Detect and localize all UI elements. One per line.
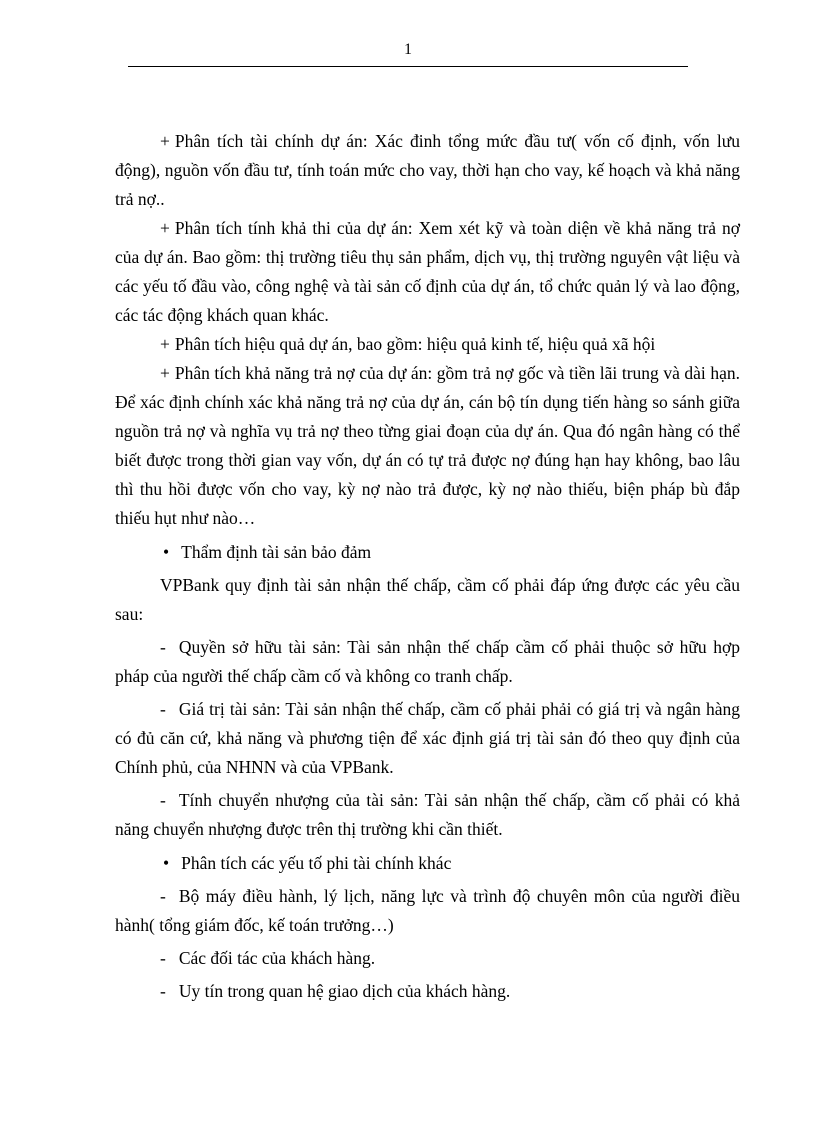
paragraph-text: Phân tích tài chính dự án: Xác đinh tổng mức đầu tư( vốn cố định, vốn lưu động), nguồn vốn đầu tư, tính toán mức cho vay, thời hạn cho vay, kế hoạch và khả năng trả nợ.. xyxy=(115,131,740,209)
paragraph xyxy=(115,127,740,214)
paragraph-text: Phân tích hiệu quả dự án, bao gồm: hiệu quả kinh tế, hiệu quả xã hội xyxy=(174,334,656,354)
dash-item xyxy=(115,977,740,1006)
paragraph-text: Các đối tác của khách hàng. xyxy=(178,948,376,968)
paragraph xyxy=(115,330,740,359)
dash-marker: - xyxy=(160,637,166,657)
paragraph-text: VPBank quy định tài sản nhận thế chấp, cầm cố phải đáp ứng được các yêu cầu sau: xyxy=(115,575,740,624)
dash-marker: - xyxy=(160,886,166,906)
page-number: 1 xyxy=(404,41,412,58)
plus-marker: + xyxy=(160,218,170,238)
plus-marker: + xyxy=(160,334,170,354)
dash-marker: - xyxy=(160,790,166,810)
paragraph-text: Thẩm định tài sản bảo đảm xyxy=(181,542,372,562)
paragraph-text: Phân tích khả năng trả nợ của dự án: gồm trả nợ gốc và tiền lãi trung và dài hạn. Để xác định chính xác khả năng trả nợ của dự án, cán bộ tín dụng tiến hàng so sánh giữa nguồn trả nợ và nghĩa vụ trả nợ theo từng giai đoạn của dự án. Qua đó ngân hàng có thể biết được trong thời gian vay vốn, dự án có tự trả được nợ đúng hạn hay không, bao lâu thì thu hồi được vốn cho vay, kỳ nợ nào trả được, kỳ nợ nào thiếu, biện pháp bù đắp thiếu hụt như nào… xyxy=(115,363,740,528)
paragraph xyxy=(115,359,740,533)
paragraph-text: Giá trị tài sản: Tài sản nhận thế chấp, cầm cố phải phải có giá trị và ngân hàng có đủ căn cứ, khả năng và phương tiện để xác định giá trị tài sản đó theo quy định của Chính phủ, của NHNN và của VPBank. xyxy=(115,699,740,777)
page-header xyxy=(128,40,688,67)
dash-item xyxy=(115,786,740,844)
bullet-item xyxy=(115,849,740,878)
bullet-marker: • xyxy=(163,853,170,873)
dash-marker: - xyxy=(160,981,166,1001)
paragraph xyxy=(115,214,740,330)
paragraph-text: Phân tích các yếu tố phi tài chính khác xyxy=(181,853,452,873)
dash-marker: - xyxy=(160,699,166,719)
paragraph-text: Phân tích tính khả thi của dự án: Xem xét kỹ và toàn diện về khả năng trả nợ của dự án. Bao gồm: thị trường tiêu thụ sản phẩm, dịch vụ, thị trường nguyên vật liệu và các yếu tố đầu vào, công nghệ và tài sản cố định của dự án, tổ chức quản lý và lao động, các tác động khách quan khác. xyxy=(115,218,740,325)
plus-marker: + xyxy=(160,131,170,151)
paragraph-text: Uy tín trong quan hệ giao dịch của khách hàng. xyxy=(178,981,511,1001)
dash-marker: - xyxy=(160,948,166,968)
bullet-item xyxy=(115,538,740,567)
plus-marker: + xyxy=(160,363,170,383)
paragraph xyxy=(115,571,740,629)
dash-item xyxy=(115,882,740,940)
paragraph-text: Bộ máy điều hành, lý lịch, năng lực và trình độ chuyên môn của người điều hành( tổng giám đốc, kế toán trưởng…) xyxy=(115,886,740,935)
paragraph-text: Tính chuyển nhượng của tài sản: Tài sản nhận thế chấp, cầm cố phải có khả năng chuyển nhượng được trên thị trường khi cần thiết. xyxy=(115,790,740,839)
paragraph-text: Quyền sở hữu tài sản: Tài sản nhận thế chấp cầm cố phải thuộc sở hữu hợp pháp của người thế chấp cầm cố và không co tranh chấp. xyxy=(115,637,740,686)
dash-item xyxy=(115,695,740,782)
bullet-marker: • xyxy=(163,542,170,562)
dash-item xyxy=(115,944,740,973)
header-rule xyxy=(128,66,688,67)
document-body xyxy=(115,127,740,1006)
dash-item xyxy=(115,633,740,691)
